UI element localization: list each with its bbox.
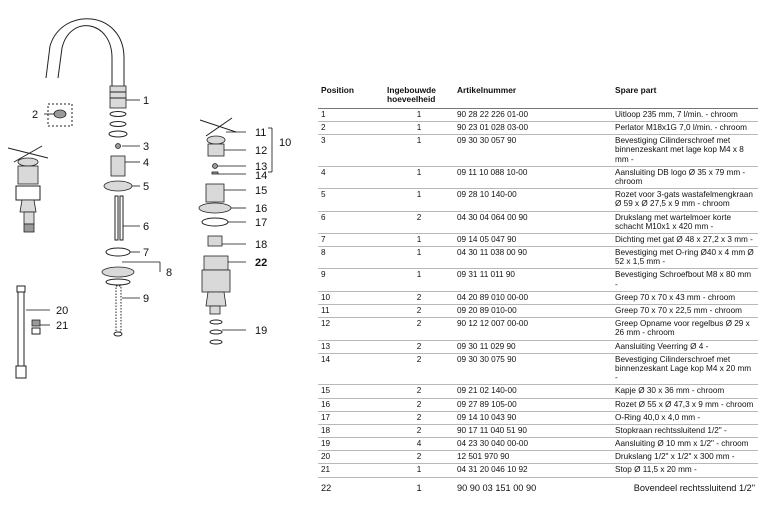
table-row bbox=[318, 353, 758, 385]
cell-position: 5 bbox=[318, 189, 384, 211]
cell-position: 2 bbox=[318, 122, 384, 135]
table-row bbox=[318, 385, 758, 398]
cell-spare-part: Dichting met gat Ø 48 x 27,2 x 3 mm - bbox=[612, 233, 758, 246]
table-row bbox=[318, 451, 758, 464]
cell-quantity: 2 bbox=[384, 385, 454, 398]
cell-position: 22 bbox=[318, 477, 384, 495]
cell-position: 6 bbox=[318, 211, 384, 233]
aerator-part bbox=[48, 104, 72, 126]
cell-article: 09 28 10 140-00 bbox=[454, 189, 612, 211]
header-quantity-line2: hoeveelheid bbox=[387, 94, 436, 105]
cell-spare-part: Bevestiging Cilinderschroef met binnenzeskant Lage kop M4 x 20 mm - bbox=[612, 353, 758, 385]
callout-labels bbox=[32, 95, 291, 337]
cell-quantity: 2 bbox=[384, 411, 454, 424]
callout-21: 21 bbox=[56, 320, 69, 332]
header-quantity bbox=[384, 84, 454, 108]
cell-position: 9 bbox=[318, 269, 384, 291]
table-row bbox=[318, 411, 758, 424]
right-valve-assembly bbox=[199, 118, 236, 344]
callout-7: 7 bbox=[143, 247, 150, 259]
cell-article: 04 31 20 046 10 92 bbox=[454, 464, 612, 477]
cell-quantity: 2 bbox=[384, 211, 454, 233]
header-quantity-line1: Ingebouwde bbox=[387, 85, 436, 95]
cell-position: 12 bbox=[318, 318, 384, 340]
cell-spare-part: Aansluiting DB logo Ø 35 x 79 mm - chroom bbox=[612, 166, 758, 188]
header-spare-part: Spare part bbox=[615, 85, 657, 95]
cell-spare-part: Stop Ø 11,5 x 20 mm - bbox=[612, 464, 758, 477]
cell-spare-part: Kapje Ø 30 x 36 mm - chroom bbox=[612, 385, 758, 398]
cell-quantity: 2 bbox=[384, 291, 454, 304]
callout-14: 14 bbox=[255, 170, 268, 182]
cell-quantity: 1 bbox=[384, 247, 454, 269]
table-row bbox=[318, 269, 758, 291]
cell-position: 16 bbox=[318, 398, 384, 411]
cell-quantity: 2 bbox=[384, 305, 454, 318]
cell-spare-part: Aansluiting Ø 10 mm x 1/2" - chroom bbox=[612, 438, 758, 451]
callout-18: 18 bbox=[255, 239, 268, 251]
table-row bbox=[318, 318, 758, 340]
callout-16: 16 bbox=[255, 203, 268, 215]
cell-position: 18 bbox=[318, 424, 384, 437]
cell-article: 04 30 11 038 00 90 bbox=[454, 247, 612, 269]
table-row bbox=[318, 438, 758, 451]
cell-quantity: 1 bbox=[384, 233, 454, 246]
cell-article: 09 31 11 011 90 bbox=[454, 269, 612, 291]
cell-spare-part: Bevestiging met O-ring Ø40 x 4 mm Ø 52 x 1,5 mm - bbox=[612, 247, 758, 269]
header-article: Artikelnummer bbox=[457, 85, 517, 95]
table-row bbox=[318, 135, 758, 167]
cell-position: 10 bbox=[318, 291, 384, 304]
cell-article: 09 20 89 010-00 bbox=[454, 305, 612, 318]
cell-quantity: 2 bbox=[384, 451, 454, 464]
cell-quantity: 1 bbox=[384, 122, 454, 135]
cell-spare-part: Greep 70 x 70 x 22,5 mm - chroom bbox=[612, 305, 758, 318]
cell-article: 09 27 89 105-00 bbox=[454, 398, 612, 411]
cell-quantity: 4 bbox=[384, 438, 454, 451]
cell-article: 04 30 04 064 00 90 bbox=[454, 211, 612, 233]
callout-3: 3 bbox=[143, 141, 150, 153]
cell-quantity: 1 bbox=[384, 166, 454, 188]
cell-quantity: 1 bbox=[384, 269, 454, 291]
cell-spare-part: Perlator M18x1G 7,0 l/min. - chroom bbox=[612, 122, 758, 135]
cell-position: 17 bbox=[318, 411, 384, 424]
cell-article: 09 30 11 029 90 bbox=[454, 340, 612, 353]
table-row bbox=[318, 424, 758, 437]
cell-quantity: 1 bbox=[384, 135, 454, 167]
table-row bbox=[318, 398, 758, 411]
callout-1: 1 bbox=[143, 95, 150, 107]
left-valve-assembly bbox=[8, 146, 48, 232]
cell-quantity: 1 bbox=[384, 189, 454, 211]
cell-quantity: 2 bbox=[384, 353, 454, 385]
table-row bbox=[318, 247, 758, 269]
callout-2: 2 bbox=[32, 109, 39, 121]
table-row bbox=[318, 108, 758, 121]
cell-spare-part: Stopkraan rechtssluitend 1/2" - bbox=[612, 424, 758, 437]
cell-position: 15 bbox=[318, 385, 384, 398]
cell-spare-part: Greep Opname voor regelbus Ø 29 x 26 mm - chroom bbox=[612, 318, 758, 340]
cell-article: 90 17 11 040 51 90 bbox=[454, 424, 612, 437]
cell-position: 11 bbox=[318, 305, 384, 318]
cell-article: 90 90 03 151 00 90 bbox=[454, 477, 612, 495]
table-header-row bbox=[318, 84, 758, 108]
callout-6: 6 bbox=[143, 221, 150, 233]
cell-quantity: 1 bbox=[384, 464, 454, 477]
cell-spare-part: Bevestiging Schroefbout M8 x 80 mm - bbox=[612, 269, 758, 291]
spare-parts-table bbox=[318, 84, 758, 495]
cell-spare-part: Aansluiting Veerring Ø 4 - bbox=[612, 340, 758, 353]
cell-position: 7 bbox=[318, 233, 384, 246]
exploded-view-diagram bbox=[0, 0, 310, 519]
cell-article: 90 23 01 028 03-00 bbox=[454, 122, 612, 135]
cell-spare-part: Bovendeel rechtssluitend 1/2" bbox=[612, 477, 758, 495]
table-row bbox=[318, 189, 758, 211]
table-row bbox=[318, 291, 758, 304]
cell-position: 4 bbox=[318, 166, 384, 188]
header-position: Position bbox=[321, 85, 355, 95]
cell-spare-part: O-Ring 40,0 x 4,0 mm - bbox=[612, 411, 758, 424]
callout-19: 19 bbox=[255, 325, 268, 337]
cell-spare-part: Drukslang met wartelmoer korte schacht M10x1 x 420 mm - bbox=[612, 211, 758, 233]
cell-article: 09 21 02 140-00 bbox=[454, 385, 612, 398]
cell-position: 21 bbox=[318, 464, 384, 477]
callout-11: 11 bbox=[255, 127, 267, 139]
spare-parts-table-container bbox=[318, 84, 758, 495]
table-row bbox=[318, 233, 758, 246]
table-row bbox=[318, 477, 758, 495]
cell-quantity: 2 bbox=[384, 340, 454, 353]
cell-article: 09 14 10 043 90 bbox=[454, 411, 612, 424]
cell-position: 20 bbox=[318, 451, 384, 464]
cell-position: 8 bbox=[318, 247, 384, 269]
cell-spare-part: Rozet Ø 55 x Ø 47,3 x 9 mm - chroom bbox=[612, 398, 758, 411]
callout-9: 9 bbox=[143, 293, 150, 305]
callout-15: 15 bbox=[255, 185, 268, 197]
callout-4: 4 bbox=[143, 157, 150, 169]
cell-spare-part: Rozet voor 3-gats wastafelmengkraan Ø 59 x Ø 27,5 x 9 mm - chroom bbox=[612, 189, 758, 211]
cell-article: 90 12 12 007 00-00 bbox=[454, 318, 612, 340]
cell-article: 04 20 89 010 00-00 bbox=[454, 291, 612, 304]
cell-article: 04 23 30 040 00-00 bbox=[454, 438, 612, 451]
cell-article: 09 14 05 047 90 bbox=[454, 233, 612, 246]
table-row bbox=[318, 464, 758, 477]
cell-spare-part: Drukslang 1/2" x 1/2" x 300 mm - bbox=[612, 451, 758, 464]
cell-article: 90 28 22 226 01-00 bbox=[454, 108, 612, 121]
cell-quantity: 2 bbox=[384, 424, 454, 437]
cell-spare-part: Uitloop 235 mm, 7 l/min. - chroom bbox=[612, 108, 758, 121]
callout-20: 20 bbox=[56, 305, 69, 317]
callout-10: 10 bbox=[279, 137, 292, 149]
table-row bbox=[318, 122, 758, 135]
cell-spare-part: Bevestiging Cilinderschroef met binnenzeskant met lage kop M4 x 8 mm - bbox=[612, 135, 758, 167]
callout-22: 22 bbox=[255, 257, 268, 269]
cell-article: 12 501 970 90 bbox=[454, 451, 612, 464]
cell-article: 09 30 30 075 90 bbox=[454, 353, 612, 385]
cell-article: 09 11 10 088 10-00 bbox=[454, 166, 612, 188]
table-row bbox=[318, 305, 758, 318]
callout-17: 17 bbox=[255, 217, 268, 229]
cell-article: 09 30 30 057 90 bbox=[454, 135, 612, 167]
cell-position: 13 bbox=[318, 340, 384, 353]
cell-position: 14 bbox=[318, 353, 384, 385]
callout-8: 8 bbox=[166, 267, 173, 279]
callout-5: 5 bbox=[143, 181, 150, 193]
cell-quantity: 2 bbox=[384, 398, 454, 411]
table-row bbox=[318, 211, 758, 233]
cell-quantity: 1 bbox=[384, 108, 454, 121]
body-parts bbox=[102, 112, 134, 337]
table-row bbox=[318, 340, 758, 353]
cell-position: 3 bbox=[318, 135, 384, 167]
cell-quantity: 1 bbox=[384, 477, 454, 495]
callout-12: 12 bbox=[255, 145, 268, 157]
table-row bbox=[318, 166, 758, 188]
cell-position: 19 bbox=[318, 438, 384, 451]
cell-position: 1 bbox=[318, 108, 384, 121]
spout-part bbox=[46, 19, 126, 108]
hose-parts bbox=[16, 286, 40, 378]
cell-quantity: 2 bbox=[384, 318, 454, 340]
callout-13: 13 bbox=[255, 161, 268, 173]
cell-spare-part: Greep 70 x 70 x 43 mm - chroom bbox=[612, 291, 758, 304]
